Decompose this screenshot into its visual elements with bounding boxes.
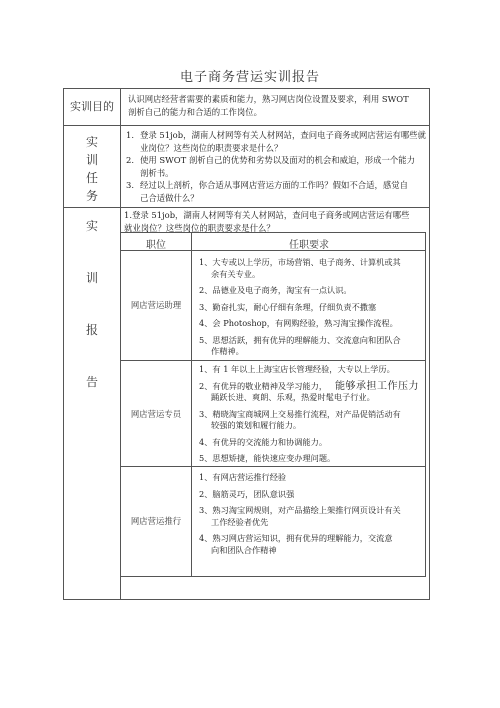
requirements-column-header: 任职要求 (289, 240, 329, 251)
job-table (120, 232, 426, 577)
task-label: 实 训 任 务 (85, 135, 98, 203)
task-list (126, 129, 426, 204)
requirement-item: 5、思想矫捷，能快速应变办理问题。 (199, 453, 336, 463)
requirement-item: 1、大专或以上学历，市场营销、电子商务、计算机或其 余有关专业。 (199, 257, 401, 279)
job-name: 网店营运助理 (130, 300, 182, 310)
requirement-item: 4、会 Photoshop，有网购经验，熟习淘宝操作流程。 (199, 318, 398, 328)
requirement-item: 1、有网店营运推行经验 (199, 472, 287, 482)
position-column-header: 职位 (146, 240, 166, 251)
report-label: 实 训 报 告 (85, 219, 98, 389)
requirement-item: 4、熟习网店营运知识，拥有优异的理解能力，交流意 向和团队合作精神 (199, 533, 393, 555)
job-requirements (199, 257, 421, 363)
task-item: 2. 使用 SWOT 剖析自己的优势和劣势以及面对的机会和威迫，形成一个能力 剖析书。 (126, 155, 415, 178)
document-title: 电子商务营运实训报告 (179, 70, 320, 85)
purpose-text: 认识网店经营者需要的素质和能力，熟习网店岗位设置及要求，利用 SWOT 剖析自己的能力和合适的工作岗位。 (128, 94, 409, 117)
job-requirements (199, 472, 421, 561)
requirement-item: 2、有优异的敬业精神及学习能力， 能够承担工作压力 踊跃长进、爽朗、乐观，热爱时髦电子行业。 (199, 380, 420, 402)
requirement-item: 1、有 1 年以上上海宝店长管理经验，大专以上学历。 (199, 364, 395, 374)
requirement-item: 5、思想活跃，拥有优异的理解能力、交流意向和团队合 作精神。 (199, 334, 401, 356)
purpose-label: 实训目的 (70, 100, 114, 113)
row-divider (64, 207, 429, 208)
task-item: 1. 登录 51job，湖南人材网等有关人材网站，查问电子商务或网店营运有哪些就 业岗位？这些岗位的职责要求是什么？ (126, 130, 426, 153)
job-name: 网店营运推行 (130, 516, 182, 526)
requirement-item: 4、有优异的交流能力和协调能力。 (199, 436, 328, 447)
requirement-item: 3、勤奋扎实，耐心仔细有条理，仔细负责不撒塞 (199, 301, 377, 312)
requirement-item: 2、脑筋灵巧，团队意识强 (199, 488, 295, 499)
job-table-column-divider (191, 233, 192, 576)
requirement-item: 3、精晓淘宝商城网上交易推行流程，对产品促销活动有 较强的策划和履行能力。 (199, 408, 401, 430)
task-item: 3. 经过以上剖析，你合适从事网店营运方面的工作吗？假如不合适，感觉自 己合适做什么？ (126, 180, 408, 203)
report-intro: 1.登录 51job，湖南人材网等有关人材网站，查问电子商务或网店营运有哪些 就业岗位？这些岗位的职责要求是什么？ (124, 210, 410, 233)
job-requirements (199, 364, 421, 470)
row-divider (64, 125, 429, 126)
requirement-item: 3、熟习淘宝网规则，对产品描绘上架推行网页设计有关 工作经验者优先 (199, 505, 401, 527)
requirement-item: 2、品德业及电子商务，淘宝有一点认识。 (199, 285, 352, 295)
job-name: 网店营运专员 (130, 409, 182, 419)
